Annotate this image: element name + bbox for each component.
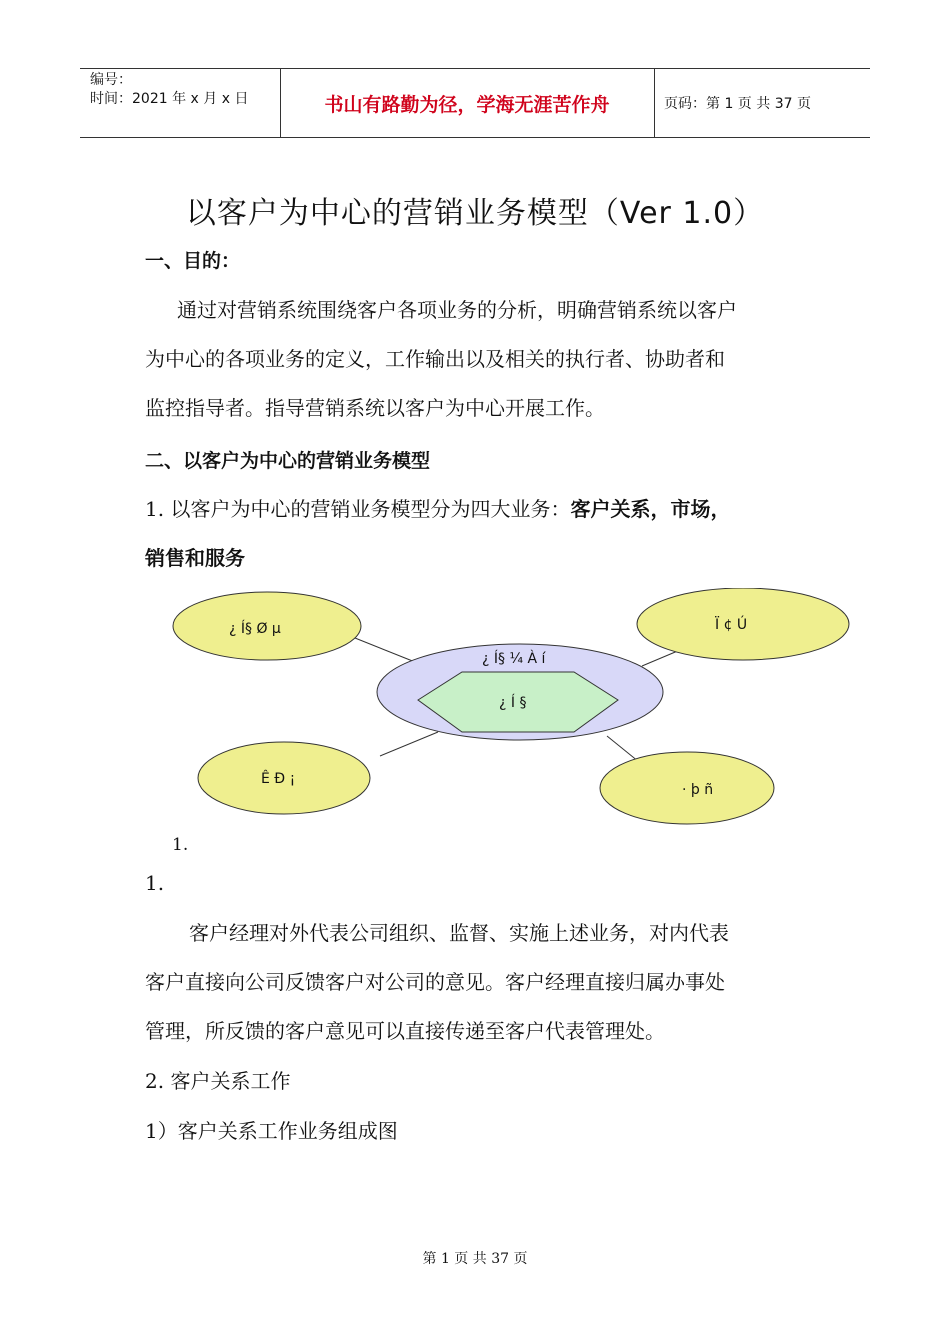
- connector-line: [642, 650, 680, 666]
- section-heading-model: 二、以客户为中心的营销业务模型: [145, 450, 431, 472]
- header-motto: 书山有路勤为径，学海无涯苦作舟: [324, 93, 610, 116]
- header-page-info: 页码：第 1 页 共 37 页: [664, 96, 811, 112]
- purpose-line-2: 为中心的各项业务的定义，工作输出以及相关的执行者、协助者和: [145, 347, 725, 371]
- model-item-1-bold-2: 销售和服务: [145, 546, 245, 570]
- header-divider: [654, 69, 655, 137]
- label-market: Ï ¢ Ú: [715, 617, 748, 633]
- label-service: · þ ñ: [682, 782, 714, 798]
- connector-line: [380, 732, 438, 756]
- document-header: [80, 68, 870, 138]
- page-footer: 第 1 页 共 37 页: [422, 1251, 528, 1267]
- item-customer-relationship-work: 2. 客户关系工作: [145, 1069, 291, 1093]
- header-meta: [80, 69, 280, 137]
- purpose-line-3: 监控指导者。指导营销系统以客户为中心开展工作。: [145, 396, 605, 420]
- label-customer: ¿ Í §: [499, 695, 527, 711]
- section-heading-purpose: 一、目的：: [145, 250, 241, 272]
- purpose-line-1: 通过对营销系统围绕客户各项业务的分析，明确营销系统以客户: [177, 298, 737, 322]
- header-time-label: 时间：2021 年 x 月 x 日: [90, 91, 249, 107]
- model-item-1-bold: 客户关系，市场，: [570, 497, 731, 521]
- model-item-1-text: 1. 以客户为中心的营销业务模型分为四大业务：: [145, 497, 571, 521]
- item-composition-diagram: 1）客户关系工作业务组成图: [145, 1119, 398, 1143]
- label-customer-relationship: ¿ Í§ Ø µ: [229, 621, 281, 637]
- list-marker-small: 1.: [172, 835, 189, 855]
- header-number-label: 编号：: [90, 72, 132, 88]
- connector-line: [350, 636, 415, 662]
- label-sales: Ê Ð ¡: [261, 771, 296, 787]
- document-title: 以客户为中心的营销业务模型（Ver 1.0）: [185, 196, 765, 231]
- label-customer-manager: ¿ Í§ ¼ À í: [482, 651, 546, 667]
- model-item-1: [145, 484, 805, 534]
- model-item-1-cont: [145, 533, 805, 583]
- list-marker: 1.: [145, 871, 165, 895]
- manager-line-1: 客户经理对外代表公司组织、监督、实施上述业务，对内代表: [189, 921, 729, 945]
- manager-line-2: 客户直接向公司反馈客户对公司的意见。客户经理直接归属办事处: [145, 970, 725, 994]
- business-model-diagram: [160, 588, 860, 828]
- manager-line-3: 管理，所反馈的客户意见可以直接传递至客户代表管理处。: [145, 1019, 665, 1043]
